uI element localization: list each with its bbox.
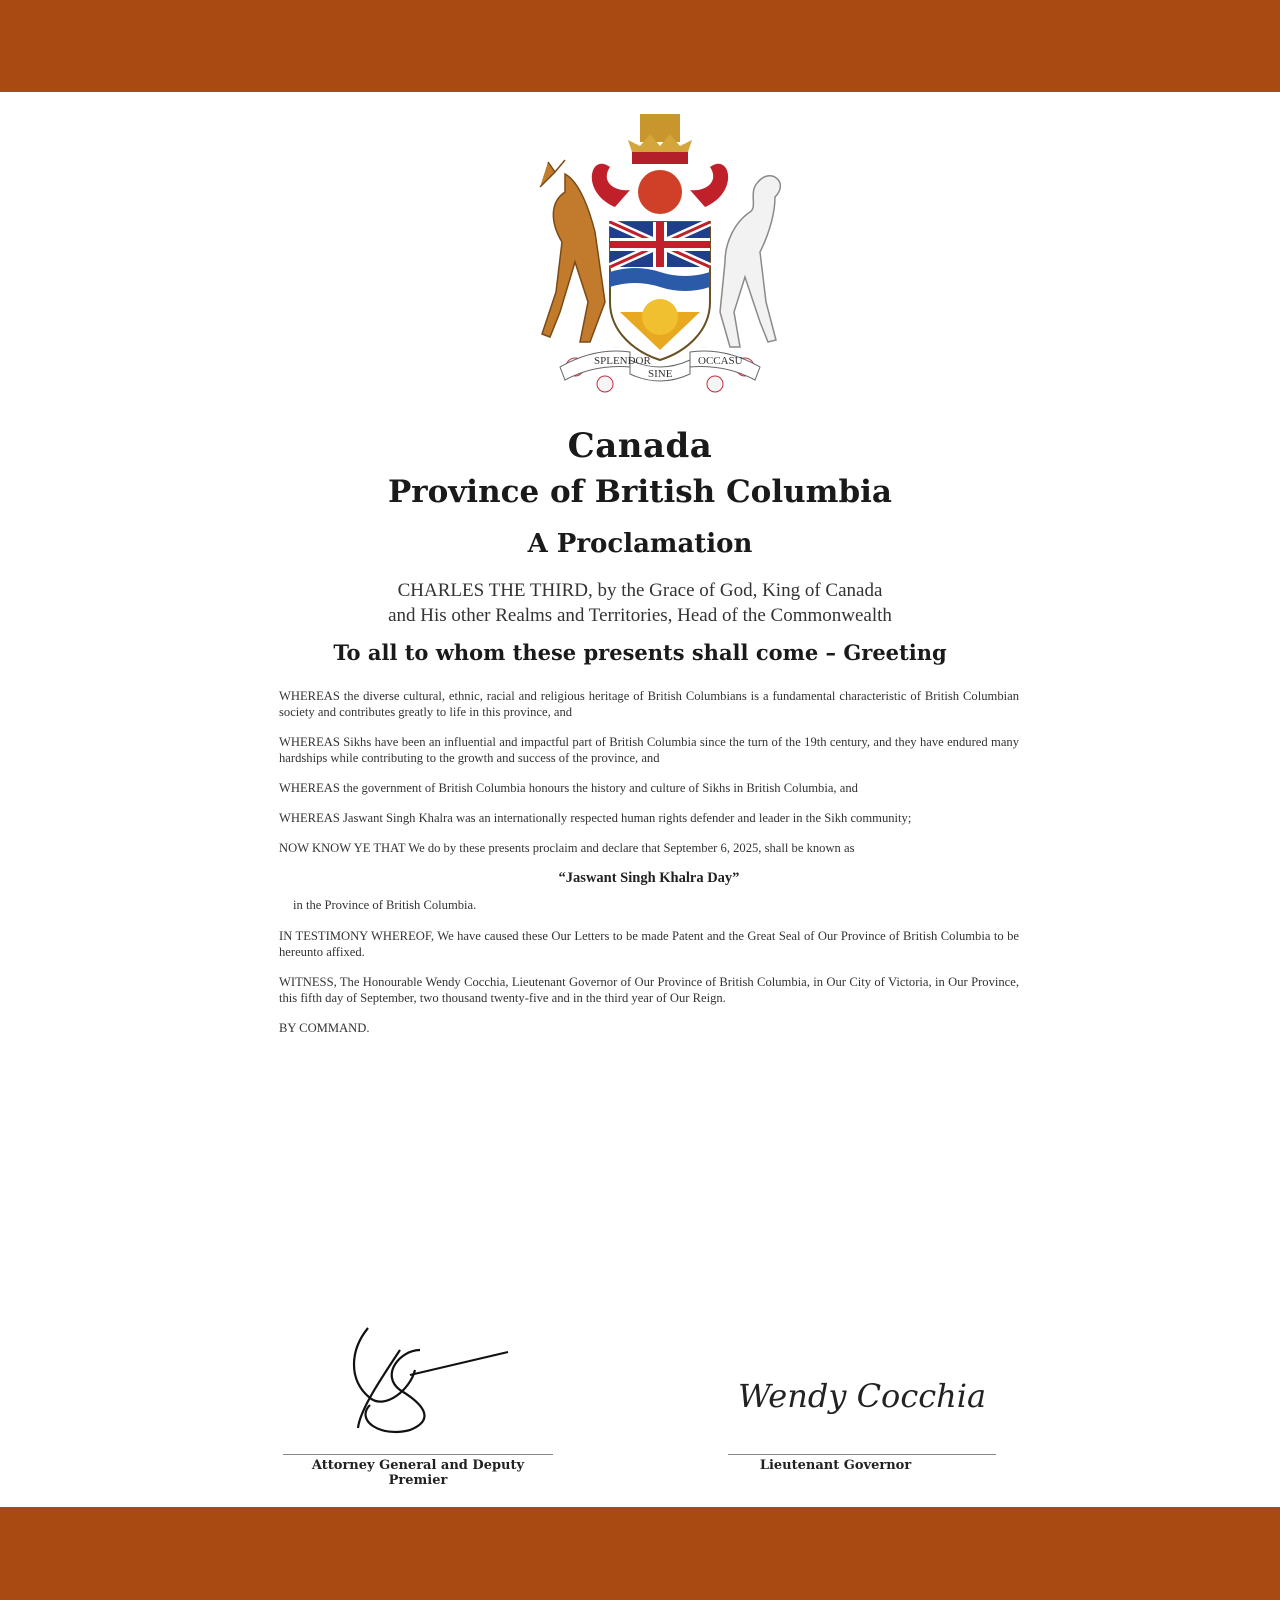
whereas-paragraph-2: WHEREAS Sikhs have been an influential and impactful part of British Columbia since the turn of the 19th century, and they have endured many hardships while contributing to the growth and success of the province, and <box>279 735 1019 765</box>
whereas-paragraph-4: WHEREAS Jaswant Singh Khalra was an internationally respected human rights defender and leader in the Sikh community; <box>279 811 912 825</box>
attorney-general-label: Attorney General and Deputy Premier <box>311 1458 525 1488</box>
lieutenant-governor-signature-line <box>728 1454 996 1455</box>
heading-proclamation: A Proclamation <box>527 529 753 559</box>
motto-word-2: SINE <box>648 368 673 380</box>
proclamation-body <box>279 688 1019 1050</box>
by-command-line: BY COMMAND. <box>279 1021 370 1035</box>
royal-line-2: and His other Realms and Territories, Head of the Commonwealth <box>388 605 892 626</box>
bottom-border-band <box>0 1507 1280 1600</box>
witness-paragraph: WITNESS, The Honourable Wendy Cocchia, Lieutenant Governor of Our Province of British Columbia, in Our City of Victoria, in Our Province, this fifth day of September, two thousand twenty-five and in the third year of Our Reign. <box>279 975 1019 1005</box>
motto-word-1: SPLENDOR <box>594 355 651 367</box>
greeting-line: To all to whom these presents shall come – Greeting <box>333 640 947 665</box>
attorney-general-signature-line <box>283 1454 553 1455</box>
whereas-paragraph-3: WHEREAS the government of British Columbia honours the history and culture of Sikhs in British Columbia, and <box>279 781 858 795</box>
attorney-general-signature <box>340 1320 520 1440</box>
heading-country: Canada <box>567 426 713 466</box>
top-border-band <box>0 0 1280 92</box>
proclamation-page <box>0 92 1280 1507</box>
royal-line-1: CHARLES THE THIRD, by the Grace of God, King of Canada <box>397 580 883 601</box>
province-line: in the Province of British Columbia. <box>293 898 477 912</box>
royal-style <box>0 578 1280 628</box>
proclaim-paragraph: NOW KNOW YE THAT We do by these presents proclaim and declare that September 6, 2025, shall be known as <box>279 841 855 855</box>
coat-of-arms-icon <box>520 112 800 412</box>
heading-province: Province of British Columbia <box>387 474 893 510</box>
motto-word-3: OCCASU <box>698 355 743 367</box>
day-title: “Jaswant Singh Khalra Day” <box>558 870 740 886</box>
lieutenant-governor-signature <box>730 1367 1000 1437</box>
lieutenant-governor-signature-text: Wendy Cocchia <box>738 1377 987 1415</box>
testimony-paragraph: IN TESTIMONY WHEREOF, We have caused these Our Letters to be made Patent and the Great Seal of Our Province of British Columbia to be hereunto affixed. <box>279 929 1019 959</box>
whereas-paragraph-1: WHEREAS the diverse cultural, ethnic, racial and religious heritage of British Columbians is a fundamental characteristic of British Columbian society and contributes greatly to life in this province, and <box>279 689 1019 719</box>
lieutenant-governor-label: Lieutenant Governor <box>759 1458 912 1473</box>
